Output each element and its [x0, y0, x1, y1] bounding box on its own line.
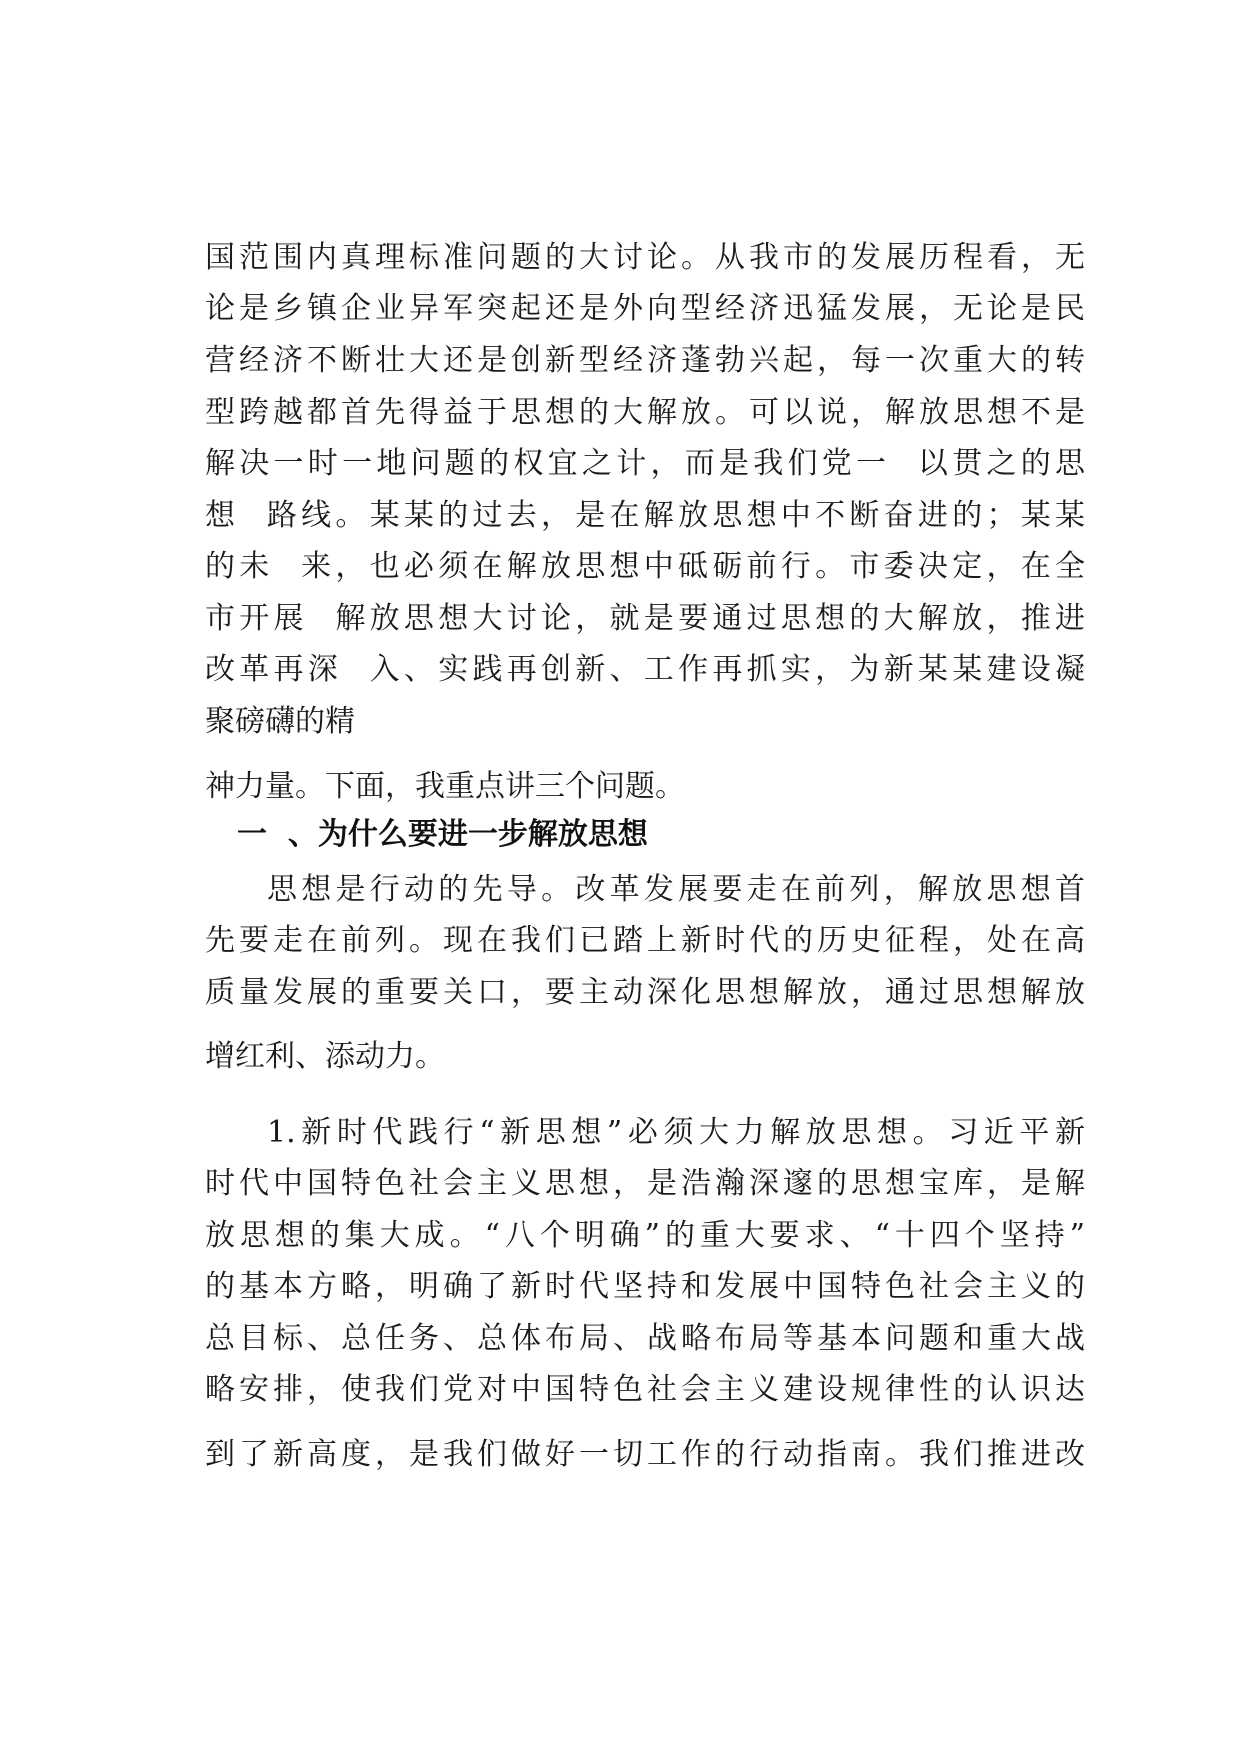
- text-line: 改革再深 入、实践再创新、工作再抓实，为新某某建设凝: [205, 652, 1085, 687]
- text-line: 总目标、总任务、总体布局、战略布局等基本问题和重大战: [205, 1321, 1085, 1356]
- text-line: 市开展 解放思想大讨论，就是要通过思想的大解放，推进: [205, 601, 1085, 636]
- text-line: 增红利、添动力。: [205, 1039, 445, 1074]
- text-line: 时代中国特色社会主义思想，是浩瀚深邃的思想宝库，是解: [205, 1166, 1085, 1201]
- text-line: 放思想的集大成。“八个明确”的重大要求、“十四个坚持”: [205, 1218, 1085, 1253]
- text-line: 聚磅礴的精: [205, 704, 355, 739]
- text-line: 略安排，使我们党对中国特色社会主义建设规律性的认识达: [205, 1372, 1085, 1407]
- text-line: 的基本方略，明确了新时代坚持和发展中国特色社会主义的: [205, 1269, 1085, 1304]
- text-line: 国范围内真理标准问题的大讨论。从我市的发展历程看，无: [205, 240, 1085, 275]
- text-line: 先要走在前列。现在我们已踏上新时代的历史征程，处在高: [205, 923, 1085, 958]
- text-line: 的未 来，也必须在解放思想中砥砺前行。市委决定，在全: [205, 549, 1085, 584]
- text-line: 思想是行动的先导。改革发展要走在前列，解放思想首: [267, 872, 1085, 907]
- section-heading: 一 、为什么要进一步解放思想: [237, 817, 648, 852]
- text-line: 论是乡镇企业异军突起还是外向型经济迅猛发展，无论是民: [205, 291, 1085, 326]
- text-line: 神力量。下面，我重点讲三个问题。: [205, 769, 685, 804]
- text-line: 营经济不断壮大还是创新型经济蓬勃兴起，每一次重大的转: [205, 343, 1085, 378]
- text-line: 想 路线。某某的过去，是在解放思想中不断奋进的；某某: [205, 498, 1085, 533]
- text-line: 型跨越都首先得益于思想的大解放。可以说，解放思想不是: [205, 395, 1085, 430]
- text-line: 到了新高度，是我们做好一切工作的行动指南。我们推进改: [205, 1437, 1085, 1472]
- text-line: 1.新时代践行“新思想”必须大力解放思想。习近平新: [267, 1115, 1085, 1150]
- text-line: 解决一时一地问题的权宜之计，而是我们党一 以贯之的思: [205, 446, 1085, 481]
- text-line: 质量发展的重要关口，要主动深化思想解放，通过思想解放: [205, 975, 1085, 1010]
